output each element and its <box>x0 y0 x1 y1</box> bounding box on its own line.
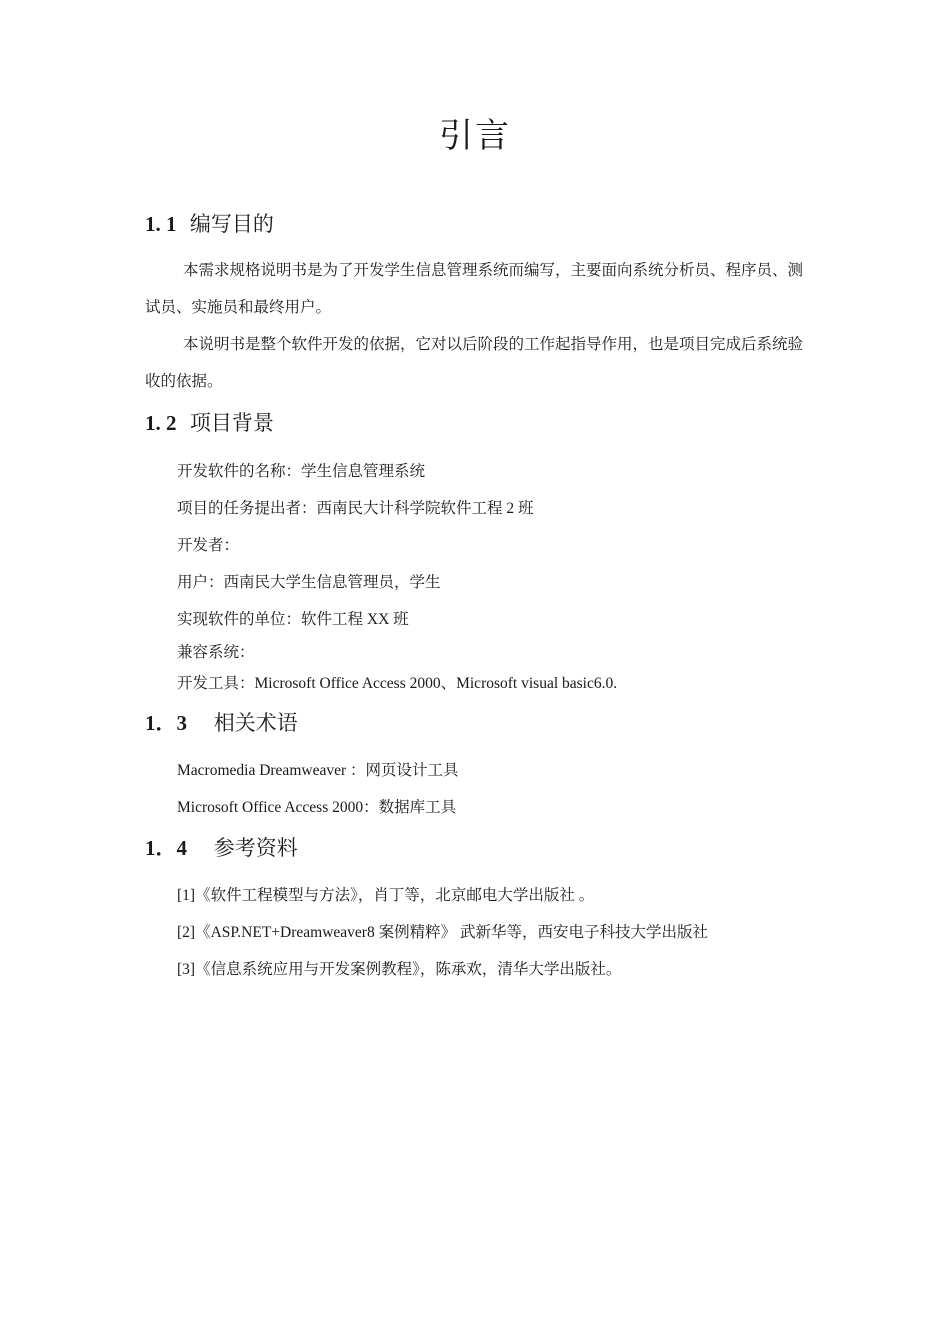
section-heading-1-1 <box>145 208 274 238</box>
background-compatible-system: 兼容系统： <box>177 644 255 661</box>
term-access: Microsoft Office Access 2000：数据库工具 <box>177 799 457 816</box>
section-number: 1. 1 <box>145 212 177 236</box>
section-heading-1-3 <box>145 707 298 737</box>
reference-3: [3]《信息系统应用与开发案例教程》，陈承欢，清华大学出版社。 <box>177 961 622 978</box>
section-title: 相关术语 <box>213 711 298 735</box>
section-title: 参考资料 <box>213 836 298 860</box>
section-number: 1. 2 <box>145 411 177 435</box>
background-software-name: 开发软件的名称：学生信息管理系统 <box>177 463 426 480</box>
paragraph-purpose-2: 本说明书是整个软件开发的依据，它对以后阶段的工作起指导作用，也是项目完成后系统验收的依据。 <box>145 335 804 390</box>
background-developer: 开发者： <box>177 537 240 554</box>
reference-2: [2]《ASP.NET+Dreamweaver8 案例精粹》 武新华等，西安电子科技大学出版社 <box>177 924 708 941</box>
section-heading-1-2 <box>145 407 274 437</box>
background-dev-tools: 开发工具：Microsoft Office Access 2000、Microsoft visual basic6.0. <box>177 675 618 692</box>
page-title: 引言 <box>439 116 511 156</box>
reference-1: [1]《软件工程模型与方法》，肖丁等，北京邮电大学出版社 。 <box>177 887 595 904</box>
section-number: 1．4 <box>145 836 187 860</box>
paragraph-purpose-1: 本需求规格说明书是为了开发学生信息管理系统而编写，主要面向系统分析员、程序员、测试员、实施员和最终用户。 <box>145 261 804 316</box>
background-task-proposer: 项目的任务提出者：西南民大计科学院软件工程 2 班 <box>177 500 534 517</box>
section-title: 项目背景 <box>189 411 274 435</box>
section-heading-1-4 <box>145 832 298 862</box>
term-dreamweaver: Macromedia Dreamweaver ：网页设计工具 <box>177 762 459 779</box>
background-users: 用户：西南民大学生信息管理员，学生 <box>177 574 441 591</box>
section-number: 1．3 <box>145 711 187 735</box>
background-implementer: 实现软件的单位：软件工程 XX 班 <box>177 611 409 628</box>
section-title: 编写目的 <box>189 212 274 236</box>
